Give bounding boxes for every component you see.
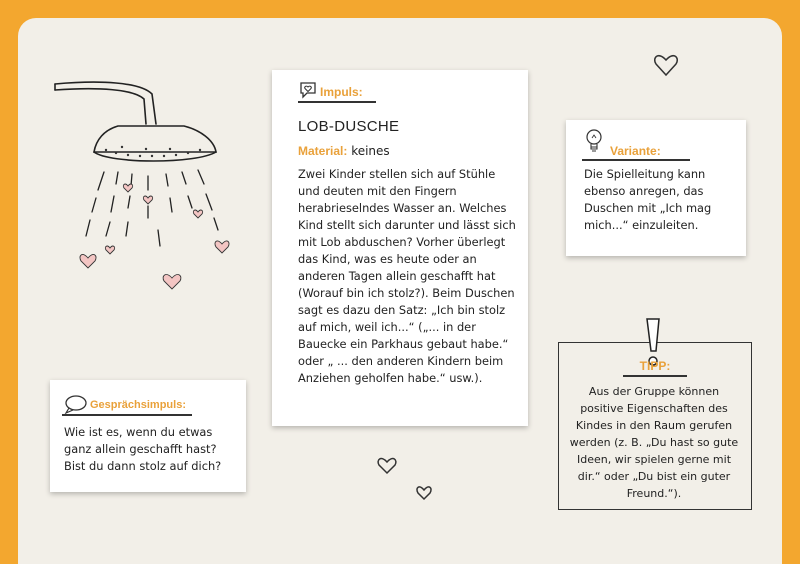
lightbulb-icon — [584, 128, 604, 156]
label-rule — [62, 414, 192, 416]
talk-card — [50, 380, 246, 492]
talk-text: Wie ist es, wenn du etwas ganz allein geschafft hast? Bist du dann stolz auf dich? — [64, 425, 222, 473]
label-rule — [298, 101, 376, 103]
label-rule — [623, 375, 687, 377]
material-value: keines — [351, 144, 390, 158]
variant-label: Variante: — [610, 144, 661, 158]
tipp-card — [558, 342, 752, 510]
tipp-text: Aus der Gruppe können positive Eigenschaften des Kindes in den Raum gerufen werden (z. B. „Du hast so gute Ideen, wir spielen gerne mit dir.“ oder „Du bist ein guter Freund.“). — [569, 385, 739, 500]
impuls-label: Impuls: — [320, 85, 363, 99]
talk-label: Gesprächsimpuls: — [90, 399, 186, 411]
variant-text: Die Spielleitung kann ebenso anregen, das Duschen mit „Ich mag mich...“ einzuleiten. — [584, 167, 712, 232]
variant-card — [566, 120, 746, 256]
page-title: LOB-DUSCHE — [298, 118, 400, 135]
tipp-label: TIPP: — [639, 359, 671, 373]
main-text: Zwei Kinder stellen sich auf Stühle und deuten mit den Fingern herabrieselndes Wasser an. Welches Kind stellt sich darunter und lässt sich mit Lob abduschen? Vorher überlegt das Kind, was es heute oder an anderen Tagen allein geschafft hat (Worauf bin ich stolz?). Beim Duschen sagt es dazu den Satz: „Ich bin stolz auf mich, weil ich...“ („... in der Bauecke ein Parkhaus gebaut habe.“ oder „ ... den anderen Kindern beim Anziehen geholfen habe.“ usw.). — [298, 167, 516, 385]
impuls-card — [272, 70, 528, 426]
material-line — [298, 144, 390, 158]
material-label: Material: — [298, 144, 348, 158]
speech-heart-icon — [298, 80, 318, 100]
speech-bubble-icon — [64, 394, 88, 414]
label-rule — [582, 159, 690, 161]
